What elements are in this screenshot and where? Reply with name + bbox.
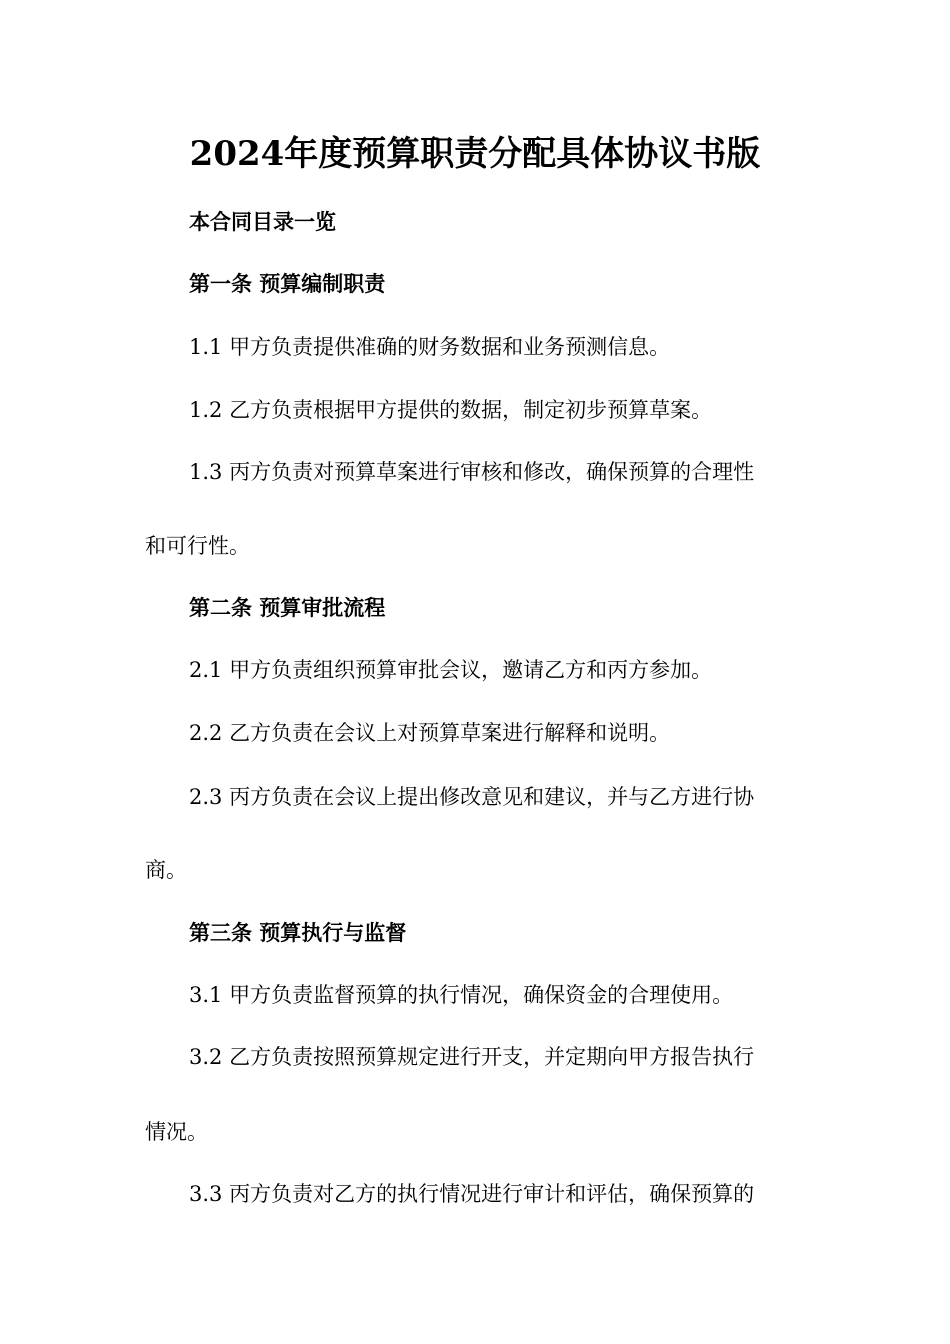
clause-1-3: 1.3 丙方负责对预算草案进行审核和修改，确保预算的合理性: [189, 460, 755, 484]
document-title: 2024年度预算职责分配具体协议书版: [189, 134, 761, 174]
clause-1-1: 1.1 甲方负责提供准确的财务数据和业务预测信息。: [189, 335, 671, 359]
clause-3-2: 3.2 乙方负责按照预算规定进行开支，并定期向甲方报告执行: [189, 1045, 755, 1069]
clause-1-3-continuation: 和可行性。: [145, 534, 250, 558]
section-heading-2: 第二条 预算审批流程: [189, 595, 386, 620]
clause-2-1: 2.1 甲方负责组织预算审批会议，邀请乙方和丙方参加。: [189, 658, 713, 682]
clause-3-2-continuation: 情况。: [145, 1120, 208, 1144]
clause-2-3-continuation: 商。: [145, 858, 187, 882]
section-heading-3: 第三条 预算执行与监督: [189, 920, 407, 945]
clause-2-3: 2.3 丙方负责在会议上提出修改意见和建议，并与乙方进行协: [189, 785, 755, 809]
clause-3-3: 3.3 丙方负责对乙方的执行情况进行审计和评估，确保预算的: [189, 1182, 755, 1206]
clause-3-1: 3.1 甲方负责监督预算的执行情况，确保资金的合理使用。: [189, 983, 734, 1007]
clause-2-2: 2.2 乙方负责在会议上对预算草案进行解释和说明。: [189, 721, 671, 745]
section-heading-1: 第一条 预算编制职责: [189, 271, 386, 296]
toc-heading: 本合同目录一览: [189, 209, 336, 234]
clause-1-2: 1.2 乙方负责根据甲方提供的数据，制定初步预算草案。: [189, 398, 713, 422]
